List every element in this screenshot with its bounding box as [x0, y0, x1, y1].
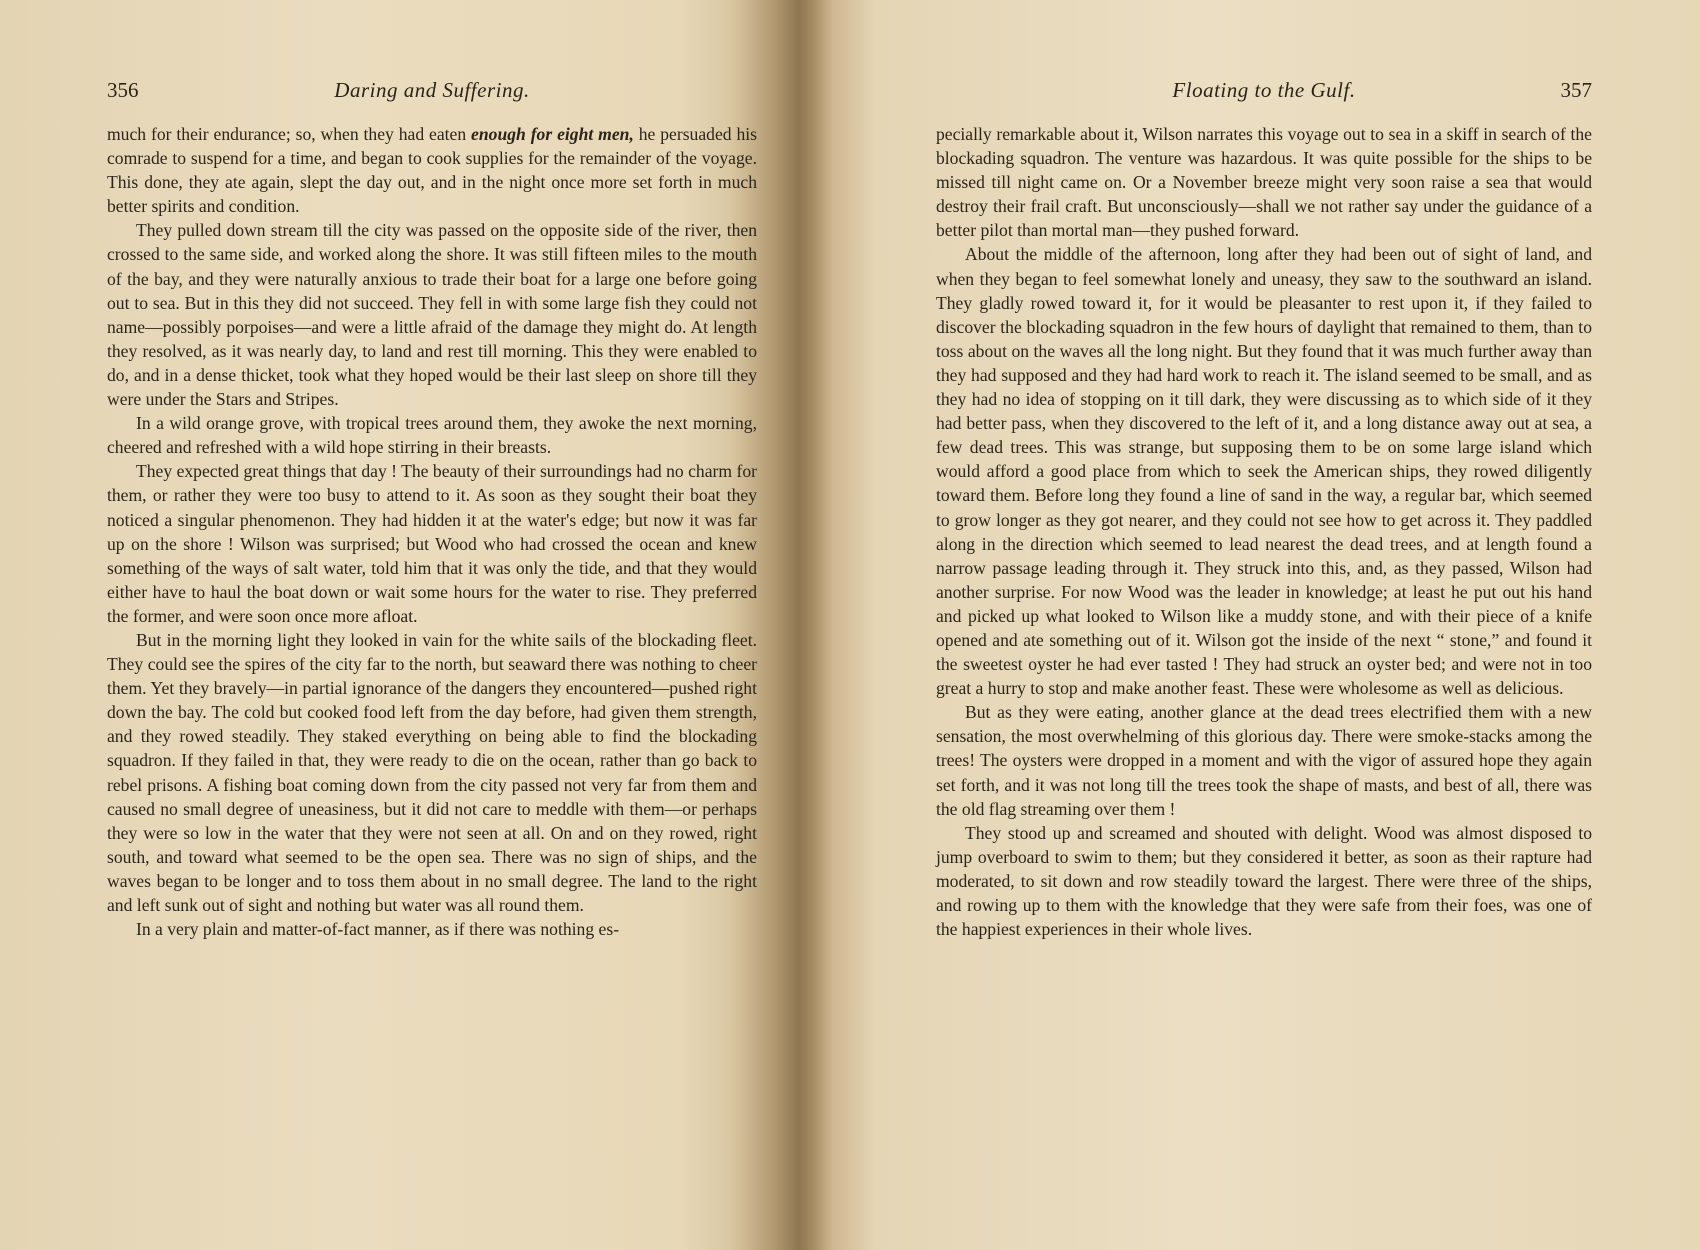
right-page-body: [936, 122, 1592, 941]
paragraph: [107, 122, 757, 218]
running-title-left: Daring and Suffering.: [334, 78, 530, 102]
page-number-356: 356: [107, 78, 139, 102]
page-number-357: 357: [1560, 78, 1592, 102]
left-page-header: [107, 78, 757, 110]
right-page-header: [936, 78, 1592, 110]
running-title-right: Floating to the Gulf.: [1172, 78, 1356, 102]
paragraph: In a very plain and matter-of-fact manner, as if there was nothing es-: [136, 919, 620, 940]
emphasis-text: enough for eight men,: [471, 124, 634, 144]
paragraph-text: he persuaded his comrade to suspend for a time, and began to cook supplies for the remainder of the voyage. This done, they ate again, slept the day out, and in the night once more set forth in much better spirits and condition.: [107, 124, 757, 217]
paragraph: But as they were eating, another glance at the dead trees electrified them with a new sensation, the most overwhelming of this glorious day. There were smoke-stacks among the trees! The oysters were dropped in a moment and with the vigor of assured hope they again set forth, and it was not long till the trees took the shape of masts, and best of all, there was the old flag streaming over them !: [936, 702, 1592, 819]
paragraph: They pulled down stream till the city was passed on the opposite side of the river, then crossed to the same side, and worked along the shore. It was still fifteen miles to the mouth of the bay, and they were naturally anxious to trade their boat for a large one before going out to sea. But in this they did not succeed. They fell in with some large fish they could not name—possibly porpoises—and were a little afraid of the damage they might do. At length they resolved, as it was nearly day, to land and rest till morning. This they were enabled to do, and in a dense thicket, took what they hoped would be their last sleep on shore till they were under the Stars and Stripes.: [107, 220, 757, 410]
paragraph: But in the morning light they looked in vain for the white sails of the blockading fleet. They could see the spires of the city far to the north, but seaward there was nothing to cheer them. Yet they bravely—in partial ignorance of the dangers they encountered—pushed right down the bay. The cold but cooked food left from the day before, had given them strength, and they rowed steadily. They staked everything on being able to find the blockading squadron. If they failed in that, they were ready to die on the ocean, rather than go back to rebel prisons. A fishing boat coming down from the city passed not very far from them and caused no small degree of uneasiness, but it did not care to meddle with them—or perhaps they were so low in the water that they were not seen at all. On and on they rowed, right south, and toward what seemed to be the open sea. There was no sign of ships, and the waves began to be longer and to toss them about in no small degree. The land to the right and left sunk out of sight and nothing but water was all round them.: [107, 629, 757, 915]
paragraph: pecially remarkable about it, Wilson narrates this voyage out to sea in a skiff in search of the blockading squadron. The venture was hazardous. It was quite possible for the ships to be missed till night came on. Or a November breeze might very soon raise a sea that would destroy their frail craft. But unconsciously—shall we not rather say under the guidance of a better pilot than mortal man—they pushed forward.: [936, 124, 1592, 241]
left-page: [0, 0, 822, 1250]
paragraph: About the middle of the afternoon, long after they had been out of sight of land, and when they began to feel somewhat lonely and uneasy, they saw to the southward an island. They gladly rowed toward it, for it would be pleasanter to rest upon it, if they failed to discover the blockading squadron in the few hours of daylight that remained to them, than to toss about on the waves all the long night. But they found that it was much further away than they had supposed and they had hard work to reach it. The island seemed to be small, and as they had no idea of stopping on it till dark, they were discussing as to which side of it they had better pass, when they discovered to the left of it, and a long distance away out at sea, a few dead trees. This was strange, but supposing them to be on some large island which would afford a good place from which to seek the American ships, they rowed diligently toward them. Before long they found a line of sand in the way, a regular bar, which seemed to grow longer as they got nearer, and they could not see how to get across it. They paddled along in the direction which seemed to lead nearest the dead trees, and at length found a narrow passage leading through it. They struck into this, and, as they passed, Wilson had another surprise. For now Wood was the leader in knowledge; at least he put out his hand and picked up what looked to Wilson like a muddy stone, and with their piece of a knife opened and ate something out of it. Wilson got the inside of the next “ stone,” and found it the sweetest oyster he had ever tasted ! They had struck an oyster bed; and were not in too great a hurry to stop and make another feast. These were wholesome as well as delicious.: [936, 244, 1592, 699]
paragraph: They stood up and screamed and shouted with delight. Wood was almost disposed to jump overboard to swim to them; but they considered it better, as soon as their rapture had moderated, to sit down and row steadily toward the largest. There were three of the ships, and rowing up to them with the knowledge that they were safe from their foes, was one of the happiest experiences in their whole lives.: [936, 822, 1592, 940]
paragraph-text: much for their endurance; so, when they had eaten: [107, 124, 472, 144]
right-page: [850, 0, 1700, 1250]
paragraph: They expected great things that day ! The beauty of their surroundings had no charm for them, or rather they were too busy to attend to it. As soon as they sought their boat they noticed a singular phenomenon. They had hidden it at the water's edge; but now it was far up on the shore ! Wilson was surprised; but Wood who had crossed the ocean and knew something of the ways of salt water, told him that it was only the tide, and that they would either have to haul the boat down or wait some hours for the water to rise. They preferred the former, and were soon once more afloat.: [107, 461, 757, 626]
left-page-body: [107, 122, 757, 941]
paragraph: In a wild orange grove, with tropical trees around them, they awoke the next morning, cheered and refreshed with a wild hope stirring in their breasts.: [107, 413, 757, 458]
